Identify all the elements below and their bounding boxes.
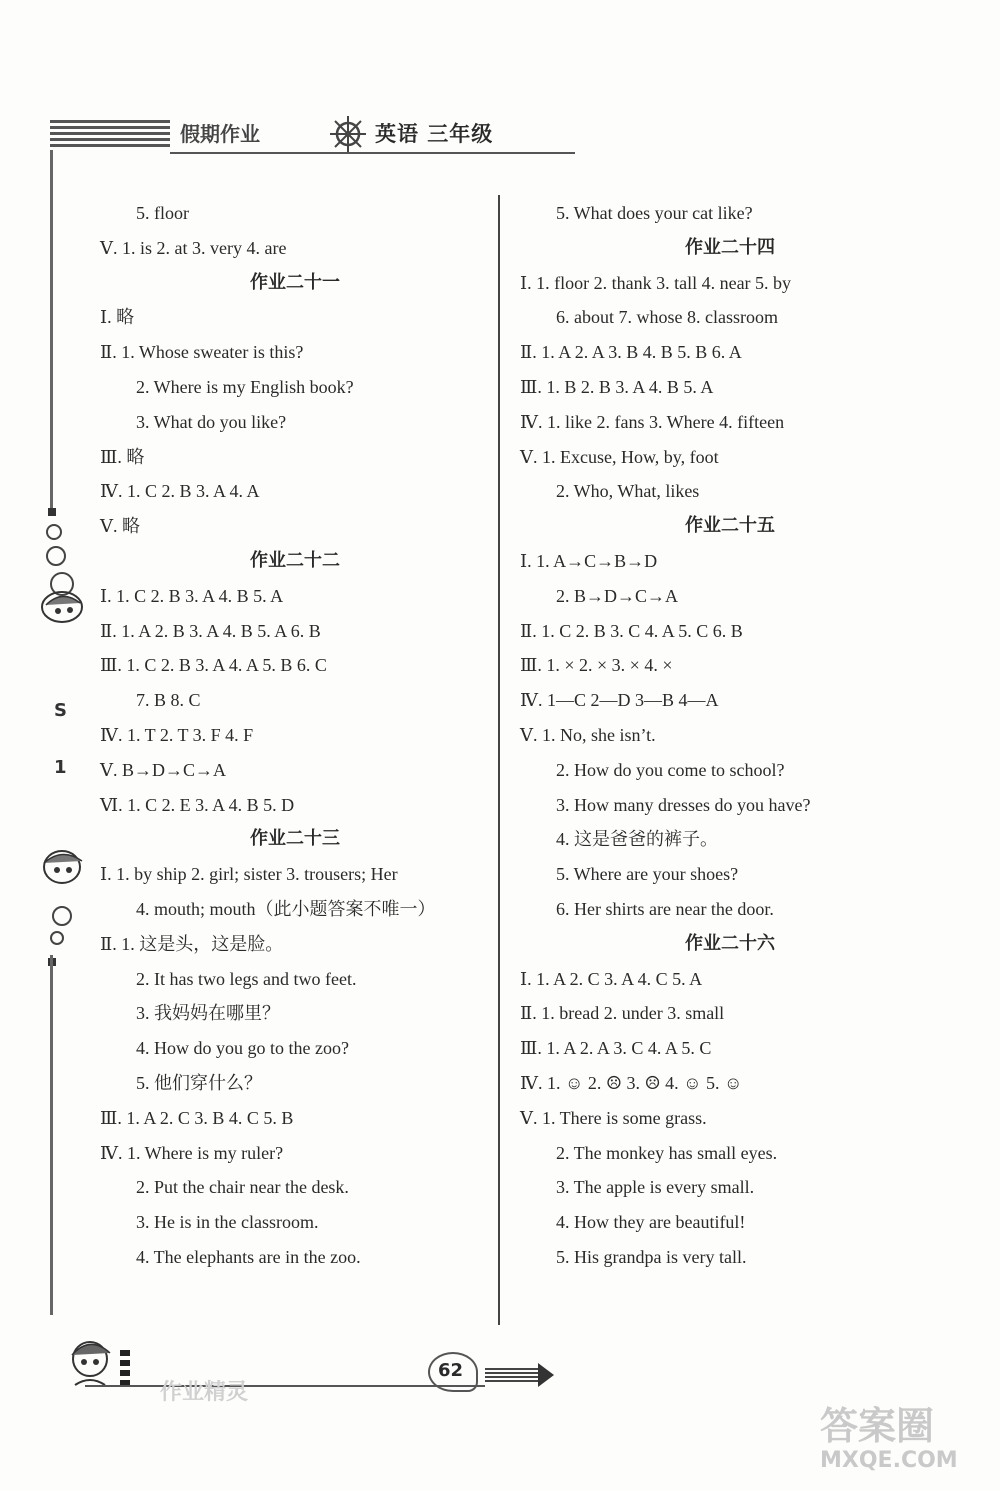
decor-circle (50, 931, 64, 945)
answer-line: 5. floor (136, 203, 189, 223)
answer-line: 3. 我妈妈在哪里？ (136, 1003, 280, 1024)
answer-line: Ⅲ. 1. C 2. B 3. A 4. A 5. B 6. C (100, 655, 327, 676)
site-watermark-logo: 答案圈 (820, 1404, 935, 1448)
answer-line: Ⅰ. 1. A 2. C 3. A 4. C 5. A (520, 968, 703, 989)
answer-line: Ⅲ. 1. B 2. B 3. A 4. B 5. A (520, 376, 714, 397)
answer-line: 3. The apple is every small. (556, 1177, 755, 1198)
answer-line: 2. The monkey has small eyes. (556, 1142, 778, 1163)
answer-line: 3. How many dresses do you have? (556, 794, 811, 815)
answer-line: 5. His grandpa is very tall. (556, 1246, 747, 1267)
answer-line: Ⅳ. 1. Where is my ruler? (100, 1142, 284, 1163)
answer-line: 5. What does your cat like? (556, 203, 753, 223)
answer-line: 2. It has two legs and two feet. (136, 968, 357, 989)
section-heading: 作业二十六 (685, 932, 775, 954)
answer-line: Ⅳ. 1. T 2. T 3. F 4. F (100, 724, 254, 745)
answer-line: Ⅴ. B→D→C→A (100, 759, 227, 780)
arrow-right-icon (538, 1363, 554, 1387)
section-heading: 作业二十一 (250, 271, 340, 293)
decor-circle (46, 546, 66, 566)
answer-line: 2. Who, What, likes (556, 481, 700, 502)
left-rail-bottom (50, 955, 53, 1315)
answer-line: Ⅱ. 1. 这是头，这是脸。 (100, 933, 284, 954)
answer-line: 3. He is in the classroom. (136, 1212, 319, 1233)
site-watermark-url: MXQE.COM (820, 1448, 958, 1473)
answer-line: Ⅵ. 1. C 2. E 3. A 4. B 5. D (100, 794, 295, 815)
answer-line: Ⅳ. 1. like 2. fans 3. Where 4. fifteen (520, 411, 785, 432)
subject-grade-title: 英语 三年级 (375, 122, 494, 146)
answer-column-right (520, 196, 940, 1275)
page-footer (60, 1330, 550, 1405)
answer-line: Ⅰ. 略 (100, 307, 135, 328)
answer-line: Ⅰ. 1. floor 2. thank 3. tall 4. near 5. by (520, 272, 792, 293)
answer-line: Ⅴ. 略 (100, 516, 140, 537)
decor-circle (52, 906, 72, 926)
section-heading: 作业二十三 (250, 828, 340, 850)
answer-line: Ⅰ. 1. A→C→B→D (520, 550, 658, 571)
side-character: 1 (54, 757, 67, 778)
answer-line: Ⅲ. 1. A 2. C 3. B 4. C 5. B (100, 1107, 294, 1128)
answer-line: Ⅱ. 1. A 2. A 3. B 4. B 5. B 6. A (520, 342, 742, 363)
answer-line: 2. Where is my English book? (136, 376, 354, 397)
answer-line: Ⅱ. 1. A 2. B 3. A 4. B 5. A 6. B (100, 620, 321, 641)
footer-baseline (85, 1385, 485, 1387)
answer-line: 3. What do you like? (136, 411, 287, 432)
section-heading: 作业二十四 (685, 236, 775, 258)
answer-line: Ⅴ. 1. Excuse, How, by, foot (520, 446, 719, 467)
left-rail-top (50, 150, 53, 510)
answer-line: Ⅱ. 1. C 2. B 3. C 4. A 5. C 6. B (520, 620, 743, 641)
column-divider (498, 195, 500, 1325)
answer-line: 4. The elephants are in the zoo. (136, 1246, 361, 1267)
answer-line: Ⅳ. 1—C 2—D 3—B 4—A (520, 690, 719, 711)
answer-line: 7. B 8. C (136, 690, 201, 711)
answer-column-left (100, 196, 490, 1275)
cartoon-mascot-icon (38, 845, 88, 890)
answer-line: 2. B→D→C→A (556, 585, 679, 606)
section-heading: 作业二十五 (685, 515, 775, 537)
answer-line: 2. How do you come to school? (556, 759, 785, 780)
answer-line: Ⅰ. 1. C 2. B 3. A 4. B 5. A (100, 585, 284, 606)
answer-line: Ⅳ. 1. C 2. B 3. A 4. A (100, 481, 260, 502)
answer-line: Ⅲ. 1. A 2. A 3. C 4. A 5. C (520, 1038, 712, 1059)
answer-line: Ⅱ. 1. Whose sweater is this? (100, 342, 304, 363)
answer-line: 4. How they are beautiful! (556, 1212, 746, 1233)
answer-line: 6. Her shirts are near the door. (556, 898, 774, 919)
cartoon-mascot-icon (38, 585, 88, 630)
arrow-shaft-decoration (485, 1368, 540, 1382)
header-underline (170, 152, 575, 154)
section-heading: 作业二十二 (250, 549, 340, 571)
answer-line: Ⅴ. 1. is 2. at 3. very 4. are (100, 237, 287, 258)
answer-line: Ⅱ. 1. bread 2. under 3. small (520, 1003, 725, 1024)
answer-line: Ⅰ. 1. by ship 2. girl; sister 3. trousers; Her (100, 864, 398, 885)
rail-square-marker (48, 508, 56, 516)
decor-circle (46, 524, 62, 540)
header-stripes-decoration (50, 120, 170, 150)
footer-watermark: 作业精灵 (160, 1380, 249, 1405)
answer-line: Ⅳ. 1. ☺ 2. ☹ 3. ☹ 4. ☺ 5. ☺ (520, 1072, 743, 1093)
answer-line: 4. How do you go to the zoo? (136, 1038, 349, 1059)
page-header (50, 112, 530, 162)
footer-bars-decoration (120, 1350, 130, 1390)
footer-mascot-icon (60, 1335, 120, 1390)
answer-line: 5. Where are your shoes? (556, 864, 739, 885)
answer-line: 5. 他们穿什么？ (136, 1072, 262, 1093)
answer-line: 4. 这是爸爸的裤子。 (556, 829, 718, 850)
holiday-homework-logo: 假期作业 (180, 124, 260, 146)
answer-line: Ⅴ. 1. No, she isn’t. (520, 724, 656, 745)
answer-line: 6. about 7. whose 8. classroom (556, 307, 778, 328)
page-number: 62 (438, 1360, 464, 1381)
answer-line: 2. Put the chair near the desk. (136, 1177, 349, 1198)
ship-wheel-icon (328, 114, 368, 154)
answer-line: Ⅴ. 1. There is some grass. (520, 1107, 707, 1128)
answer-line: Ⅲ. 1. × 2. × 3. × 4. × (520, 655, 673, 676)
side-character: S (54, 700, 67, 721)
answer-line: 4. mouth; mouth（此小题答案不唯一） (136, 898, 436, 919)
answer-line: Ⅲ. 略 (100, 446, 145, 467)
